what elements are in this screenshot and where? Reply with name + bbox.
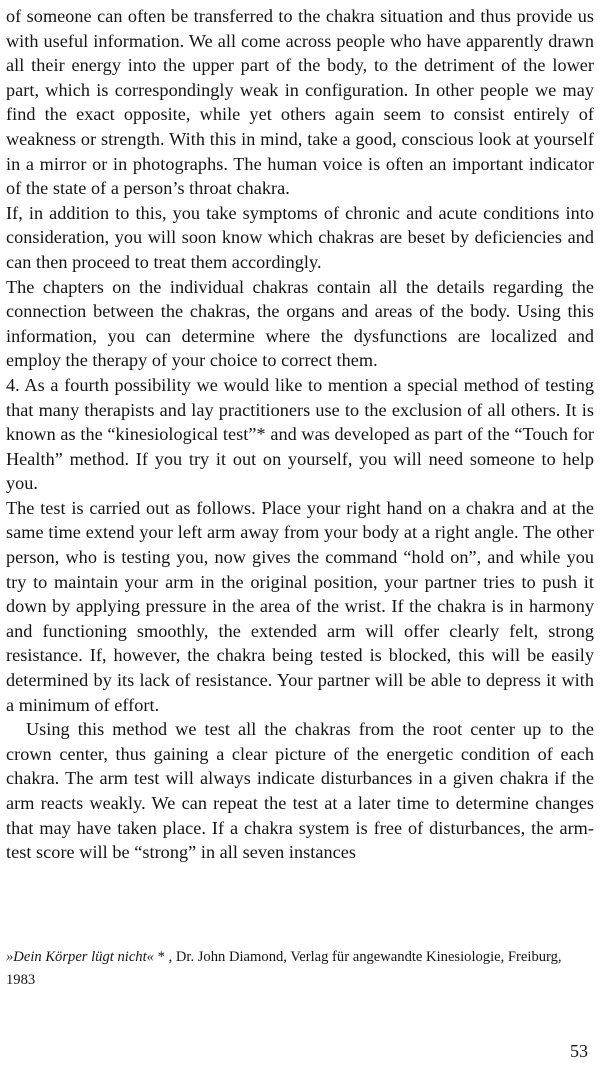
footnote-source-title: »Dein Körper lügt nicht« <box>6 949 154 965</box>
footnote-citation: , Dr. John Diamond, Verlag für angewandte Kinesiologie, Freiburg, 1983 <box>6 949 562 988</box>
footnote-marker: * <box>153 949 169 965</box>
page-body <box>6 4 594 865</box>
paragraph-arm-test-method: Using this method we test all the chakras from the root center up to the crown center, thus gaining a clear picture of the energetic condition of each chakra. The arm test will always indicate disturbances in a given chakra if the arm reacts weakly. We can repeat the test at a later time to determine changes that may have taken place. If a chakra system is free of disturbances, the arm-test score will be “strong” in all seven instances <box>6 719 594 863</box>
paragraph-test-procedure: The test is carried out as follows. Place your right hand on a chakra and at the same time extend your left arm away from your body at a right angle. The other person, who is testing you, now gives the command “hold on”, and while you try to maintain your arm in the original position, your partner tries to push it down by applying pressure in the area of the wrist. If the chakra is in harmony and functioning smoothly, the extended arm will offer clearly felt, strong resistance. If, however, the chakra being tested is blocked, this will be easily determined by its lack of resistance. Your partner will be able to depress it with a minimum of effort. <box>6 497 594 715</box>
page-number: 53 <box>570 1041 588 1061</box>
footnote <box>6 946 594 992</box>
paragraph-kinesiological-test: 4. As a fourth possibility we would like to mention a special method of testing that many therapists and lay practitioners use to the exclusion of all others. It is known as the “kinesiological test”* and was developed as part of the “Touch for Health” method. If you try it out on yourself, you will need someone to help you. <box>6 374 594 494</box>
paragraph-symptoms: If, in addition to this, you take symptoms of chronic and acute conditions into consideration, you will soon know which chakras are beset by deficiencies and can then proceed to treat them accordingly. <box>6 202 594 272</box>
paragraph-chapters-reference: The chapters on the individual chakras contain all the details regarding the connection between the chakras, the organs and areas of the body. Using this information, you can determine where the dysfunctions are localized and employ the therapy of your choice to correct them. <box>6 276 594 371</box>
paragraph-body-image-voice: of someone can often be transferred to the chakra situation and thus provide us with useful information. We all come across people who have apparently drawn all their energy into the upper part of the body, to the detriment of the lower part, which is correspondingly weak in configuration. In other people we may find the exact opposite, while yet others again seem to consist entirely of weakness or strength. With this in mind, take a good, conscious look at yourself in a mirror or in photographs. The human voice is often an important indicator of the state of a person’s throat chakra. <box>6 6 594 199</box>
